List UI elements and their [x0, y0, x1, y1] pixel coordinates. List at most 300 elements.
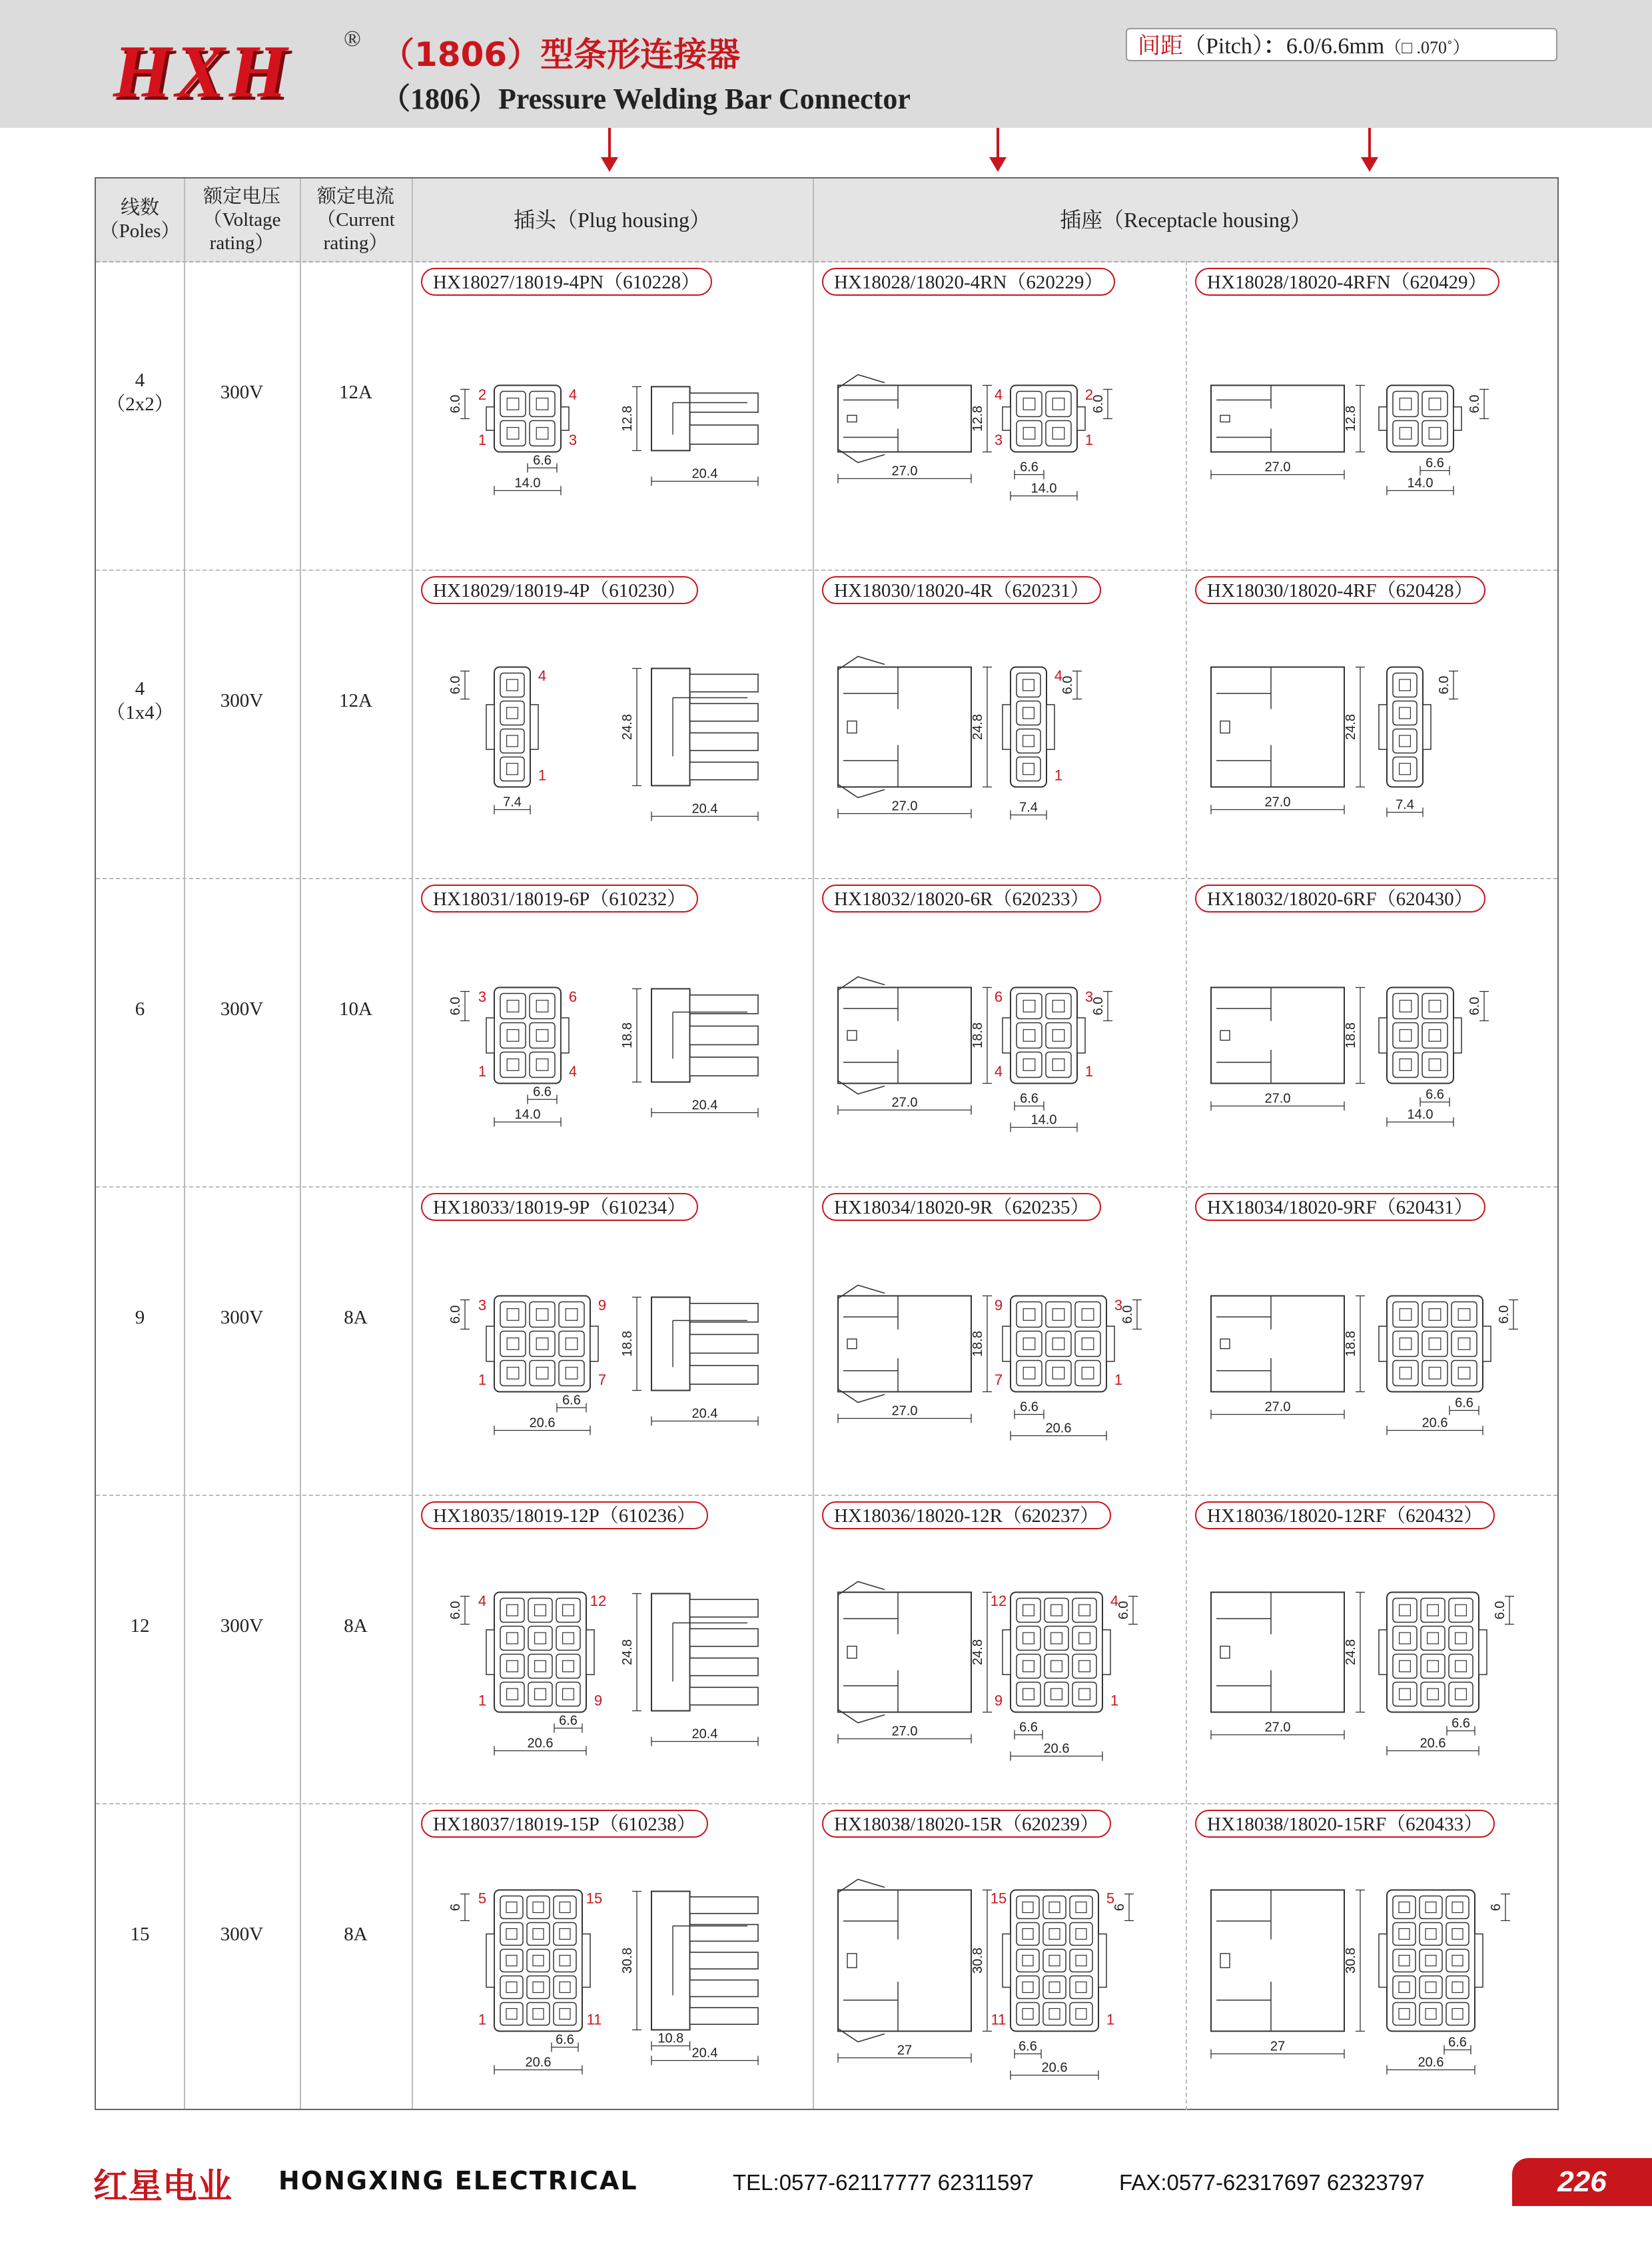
dimension-label: 27.0	[891, 799, 918, 814]
pin-cavity	[530, 994, 555, 1019]
pin-cavity	[1017, 994, 1042, 1019]
pin-number-label: 1	[478, 1063, 487, 1080]
pin-cavity	[1420, 1976, 1442, 1999]
dimension-label: 20.6	[525, 2055, 552, 2070]
dimension-label: 12.8	[1344, 406, 1358, 432]
header-plug: 插头（Plug housing）	[513, 207, 711, 232]
pin-number-label: 1	[1054, 767, 1063, 784]
part-number-label: HX18038/18020-15R（620239）	[822, 1810, 1111, 1838]
plug-prong	[690, 1897, 758, 1914]
pin-cavity	[1393, 673, 1417, 697]
pin-cavity	[554, 1896, 576, 1919]
latch-tab	[486, 1630, 494, 1675]
receptacle-drawing	[838, 657, 1082, 820]
pin-cavity	[1446, 1976, 1469, 1999]
plug-body	[651, 1298, 690, 1391]
pin-cavity	[1422, 1052, 1447, 1078]
pin-cavity	[1044, 1682, 1068, 1706]
latch-tab	[1453, 1018, 1461, 1053]
dimension-label: 20.4	[691, 1726, 718, 1742]
header-poles: 线数 （Poles）	[99, 197, 181, 242]
part-number-label: HX18035/18019-12P（610236）	[421, 1501, 708, 1529]
pin-number-label: 3	[478, 1296, 487, 1313]
connector-drawing	[412, 918, 1557, 1180]
pin-cavity	[1422, 1361, 1447, 1386]
plug-prong	[690, 762, 758, 779]
plug-prong	[690, 1952, 758, 1969]
pin-cavity	[1393, 1627, 1417, 1651]
pin-cavity	[1393, 1599, 1417, 1623]
latch-tab	[530, 705, 538, 749]
pin-cavity	[1446, 2003, 1469, 2026]
plug-drawing	[448, 988, 758, 1127]
pin-cavity	[1446, 1896, 1469, 1919]
pitch-label-cn: 间距	[1138, 33, 1183, 59]
pin-cavity	[1017, 1599, 1040, 1623]
pin-cavity	[1075, 1302, 1100, 1327]
pin-cavity	[556, 1655, 580, 1679]
latch-tab	[1003, 407, 1011, 430]
connector-drawing	[412, 1535, 1557, 1796]
page-title-cn: （1806）型条形连接器	[381, 35, 741, 74]
cell-voltage: 300V	[220, 1306, 264, 1328]
pitch-label-en: （Pitch）	[1183, 34, 1264, 59]
pin-cavity	[500, 1361, 526, 1386]
latch-tab	[1379, 407, 1387, 430]
pin-number-label: 3	[994, 432, 1003, 449]
pin-number-label: 3	[1084, 988, 1094, 1005]
pin-number-label: 2	[478, 386, 487, 403]
latch-tab	[1077, 1018, 1085, 1053]
pin-number-label: 4	[478, 1593, 487, 1610]
part-number-label: HX18031/18019-6P（610232）	[421, 885, 698, 913]
receptacle-body	[838, 667, 971, 787]
latch-tab	[1106, 1326, 1114, 1361]
dimension-label: 14.0	[1031, 481, 1057, 496]
header-current: 额定电流 （Current rating）	[316, 185, 395, 254]
pin-number-label: 4	[994, 1063, 1003, 1080]
part-number-label: HX18029/18019-4P（610230）	[421, 576, 698, 604]
pin-cavity	[527, 1896, 550, 1919]
latch-tab	[582, 1934, 590, 1988]
pin-cavity	[1072, 1627, 1096, 1651]
pin-cavity	[500, 1655, 524, 1679]
pin-cavity	[500, 1023, 526, 1048]
dimension-label: 20.6	[1041, 2060, 1068, 2075]
pin-number-label: 4	[538, 667, 547, 685]
dimension-label: 6.6	[1020, 460, 1038, 475]
dimension-label: 27.0	[1264, 1091, 1291, 1106]
pin-cavity	[500, 673, 524, 697]
dimension-label: 6.0	[1120, 1305, 1135, 1324]
plug-prong	[690, 1980, 758, 1997]
dimension-label: 27.0	[891, 1724, 918, 1739]
pin-cavity	[1046, 421, 1071, 446]
registered-mark: ®	[344, 27, 361, 51]
dimension-label: 6.0	[1493, 1601, 1507, 1620]
plug-prong	[690, 425, 758, 444]
pin-cavity	[554, 1976, 576, 1999]
dimension-label: 6.6	[1426, 1087, 1444, 1102]
pin-cavity	[559, 1302, 584, 1327]
page-number: 226	[1512, 2158, 1652, 2206]
dimension-label: 20.6	[1045, 1421, 1072, 1436]
dimension-label: 20.6	[1043, 1741, 1070, 1756]
dimension-label: 6.6	[1020, 1399, 1038, 1415]
dimension-label: 18.8	[620, 1022, 635, 1048]
dimension-label: 6.0	[1116, 1601, 1131, 1620]
pin-cavity	[1420, 1923, 1442, 1946]
plug-drawing	[448, 1890, 758, 2075]
cell-poles: 9	[135, 1306, 145, 1328]
pin-number-label: 3	[1114, 1296, 1123, 1313]
pin-cavity	[1046, 1302, 1071, 1327]
receptacle-flange-drawing	[1211, 386, 1489, 496]
pin-cavity	[1070, 1950, 1092, 1972]
dimension-label: 20.6	[529, 1415, 556, 1431]
part-number-label: HX18034/18020-9RF（620431）	[1195, 1193, 1485, 1221]
latch-tab	[1483, 1326, 1491, 1361]
dimension-label: 6	[1112, 1903, 1127, 1912]
pin-cavity	[1393, 1052, 1418, 1078]
dimension-label: 6.0	[448, 996, 463, 1016]
receptacle-flange-drawing	[1211, 1593, 1514, 1756]
pin-cavity	[530, 392, 555, 417]
cell-current: 8A	[344, 1306, 368, 1328]
pin-number-label: 3	[478, 988, 487, 1005]
dimension-label: 18.8	[620, 1331, 635, 1357]
part-number-label: HX18037/18019-15P（610238）	[421, 1810, 708, 1838]
dimension-label: 6.6	[1426, 456, 1444, 471]
latch-tab	[1003, 705, 1011, 749]
plug-prong	[690, 1629, 758, 1646]
pin-cavity	[1451, 1361, 1477, 1386]
pin-number-label: 4	[1054, 667, 1063, 685]
pin-cavity	[1451, 1302, 1477, 1327]
arrow-down-icon	[1368, 128, 1371, 159]
receptacle-body	[838, 386, 971, 452]
pin-cavity	[500, 1950, 523, 1972]
pin-cavity	[500, 2003, 523, 2026]
pin-number-label: 9	[994, 1296, 1003, 1313]
plug-drawing	[448, 1296, 758, 1435]
latch-tab	[1475, 1934, 1483, 1988]
pin-number-label: 4	[994, 386, 1003, 403]
dimension-label: 14.0	[514, 476, 541, 491]
pin-cavity	[1420, 2003, 1442, 2026]
pin-cavity	[1422, 1302, 1447, 1327]
dimension-label: 6.6	[1020, 1091, 1038, 1106]
pin-cavity	[1017, 1023, 1042, 1048]
pin-cavity	[1017, 757, 1040, 781]
pin-cavity	[500, 1599, 524, 1623]
pin-cavity	[1044, 1655, 1068, 1679]
pin-number-label: 4	[568, 386, 578, 403]
pitch-box	[1126, 28, 1557, 61]
pin-cavity	[1449, 1655, 1473, 1679]
plug-prong	[690, 733, 758, 750]
receptacle-body	[1211, 1890, 1344, 2032]
pin-cavity	[1072, 1682, 1096, 1706]
dimension-label: 18.8	[1344, 1022, 1358, 1048]
pin-cavity	[1449, 1627, 1473, 1651]
pin-number-label: 9	[994, 1692, 1003, 1709]
pin-number-label: 1	[538, 767, 547, 784]
latch-tab	[486, 1934, 494, 1988]
dimension-label: 6.0	[448, 675, 463, 695]
plug-drawing	[448, 386, 758, 496]
dimension-label: 6.0	[448, 1601, 463, 1620]
pin-cavity	[1449, 1599, 1473, 1623]
latch-tab	[486, 1018, 494, 1053]
pin-cavity	[1393, 729, 1417, 753]
pin-cavity	[1422, 421, 1447, 446]
pin-number-label: 6	[568, 988, 578, 1005]
footer-company-cn: 红星电业	[93, 2167, 232, 2207]
pin-cavity	[1451, 1331, 1477, 1357]
dimension-label: 20.4	[691, 801, 718, 817]
cell-current: 12A	[339, 381, 372, 403]
arrow-down-icon	[608, 128, 611, 159]
pin-number-label: 15	[990, 1890, 1007, 1907]
pin-cavity	[1017, 701, 1040, 725]
receptacle-drawing	[838, 1880, 1134, 2080]
pin-cavity	[1017, 392, 1042, 417]
latch-tab	[561, 407, 569, 430]
dimension-label: 14.0	[514, 1107, 541, 1122]
receptacle-drawing	[838, 977, 1112, 1132]
pin-cavity	[1446, 1923, 1469, 1946]
pin-cavity	[1017, 1331, 1042, 1357]
pin-cavity	[1421, 1599, 1445, 1623]
pin-cavity	[1072, 1655, 1096, 1679]
pin-cavity	[1017, 1923, 1039, 1946]
pin-cavity	[1017, 1627, 1040, 1651]
pin-cavity	[1420, 1896, 1442, 1919]
pin-cavity	[500, 1052, 526, 1078]
part-number-label: HX18028/18020-4RN（620229）	[822, 268, 1115, 296]
pin-cavity	[1393, 1361, 1418, 1386]
dimension-label: 7.4	[503, 795, 522, 810]
pin-cavity	[1046, 1331, 1071, 1357]
pin-cavity	[500, 757, 524, 781]
dimension-label: 14.0	[1031, 1112, 1057, 1128]
dimension-label: 6.6	[1019, 1720, 1038, 1735]
receptacle-drawing	[838, 1582, 1138, 1761]
header-voltage: 额定电压 （Voltage rating）	[203, 185, 281, 254]
plug-body	[651, 669, 690, 786]
dimension-label: 24.8	[971, 1639, 985, 1665]
latch-tab	[586, 1630, 594, 1675]
pin-cavity	[1393, 1023, 1418, 1048]
latch-tab	[561, 1018, 569, 1053]
part-number-label: HX18028/18020-4RFN（620429）	[1195, 268, 1499, 296]
pin-number-label: 5	[1106, 1890, 1115, 1907]
pin-cavity	[1044, 1599, 1068, 1623]
latch-tab	[1379, 705, 1387, 749]
pin-cavity	[1422, 392, 1447, 417]
latch-tab	[1379, 1326, 1387, 1361]
dimension-label: 27.0	[1264, 1720, 1291, 1735]
dimension-label: 27.0	[1264, 795, 1291, 810]
pin-cavity	[559, 1361, 584, 1386]
plug-prong	[690, 1335, 758, 1353]
dimension-label: 27.0	[891, 1403, 918, 1419]
pin-number-label: 1	[1084, 1063, 1094, 1080]
pin-cavity	[556, 1682, 580, 1706]
cell-voltage: 300V	[220, 1923, 264, 1945]
pin-cavity	[500, 701, 524, 725]
plug-body	[651, 387, 690, 451]
plug-prong	[690, 703, 758, 721]
pitch-colon: ：	[1263, 34, 1286, 59]
pin-number-label: 4	[568, 1063, 578, 1080]
cell-voltage: 300V	[220, 381, 264, 403]
pin-cavity	[1017, 2003, 1039, 2026]
dimension-label: 27	[897, 2043, 913, 2058]
pin-cavity	[1043, 1896, 1066, 1919]
pin-number-label: 12	[990, 1593, 1007, 1610]
pin-number-label: 15	[586, 1890, 603, 1907]
pin-cavity	[1017, 421, 1042, 446]
pin-cavity	[500, 1976, 523, 1999]
pin-cavity	[1393, 757, 1417, 781]
dimension-label: 18.8	[1344, 1331, 1358, 1357]
plug-body	[651, 1594, 690, 1711]
pin-cavity	[1393, 701, 1417, 725]
plug-prong	[690, 1304, 758, 1322]
pin-number-label: 1	[1114, 1371, 1123, 1389]
latch-tab	[1423, 705, 1431, 749]
pin-cavity	[500, 994, 526, 1019]
dimension-label: 6.0	[448, 394, 463, 414]
dimension-label: 14.0	[1407, 476, 1434, 491]
dimension-label: 20.4	[691, 1406, 718, 1421]
header-receptacle: 插座（Receptacle housing）	[1060, 207, 1312, 232]
dimension-label: 27.0	[891, 464, 918, 479]
pitch-value: 6.0/6.6mm	[1286, 34, 1385, 59]
part-number-label: HX18034/18020-9R（620235）	[822, 1193, 1101, 1221]
pin-number-label: 3	[568, 432, 578, 449]
latch-tab	[1479, 1630, 1487, 1675]
latch-tab	[1453, 407, 1461, 430]
pin-cavity	[1043, 1923, 1066, 1946]
pin-cavity	[1449, 1682, 1473, 1706]
footer-fax: FAX:0577-62317697 62323797	[1119, 2170, 1425, 2195]
plug-prong	[690, 1057, 758, 1076]
dimension-label: 27.0	[1264, 460, 1291, 475]
pin-cavity	[1420, 1950, 1442, 1972]
cell-poles: 4 （1x4）	[106, 677, 174, 723]
cell-poles: 4 （2x2）	[106, 369, 174, 415]
pin-cavity	[1393, 1950, 1416, 1972]
pin-cavity	[1393, 1923, 1416, 1946]
pin-cavity	[1046, 994, 1071, 1019]
dimension-label: 6.0	[448, 1305, 463, 1324]
receptacle-body	[838, 988, 971, 1084]
pin-cavity	[1070, 2003, 1092, 2026]
part-number-label: HX18030/18020-4R（620231）	[822, 576, 1101, 604]
cell-poles: 15	[130, 1923, 150, 1945]
pin-number-label: 5	[478, 1890, 487, 1907]
pin-cavity	[1044, 1627, 1068, 1651]
pin-cavity	[1017, 1950, 1039, 1972]
pin-cavity	[1393, 1655, 1417, 1679]
dimension-label: 10.8	[657, 2031, 684, 2046]
pin-number-label: 1	[478, 432, 487, 449]
dimension-label: 24.8	[1344, 1639, 1358, 1665]
latch-tab	[486, 1326, 494, 1361]
connector-drawing	[412, 1226, 1557, 1488]
receptacle-flange-drawing	[1211, 667, 1458, 817]
pin-cavity	[1393, 421, 1418, 446]
dimension-label: 20.4	[691, 2046, 718, 2061]
part-number-label: HX18036/18020-12R（620237）	[822, 1501, 1111, 1529]
dimension-label: 20.6	[527, 1736, 554, 1751]
plug-body	[651, 1892, 690, 2030]
pin-cavity	[530, 421, 555, 446]
dimension-label: 14.0	[1407, 1107, 1434, 1122]
pin-cavity	[1017, 1052, 1042, 1078]
dimension-label: 6.6	[1019, 2039, 1037, 2054]
dimension-label: 6.0	[1497, 1305, 1511, 1324]
pin-cavity	[527, 2003, 550, 2026]
pin-cavity	[527, 1923, 550, 1946]
pin-cavity	[1017, 1976, 1039, 1999]
pin-cavity	[500, 421, 526, 446]
pin-number-label: 1	[478, 1371, 487, 1389]
pin-number-label: 9	[598, 1296, 607, 1313]
pin-cavity	[1046, 1361, 1071, 1386]
receptacle-body	[838, 1593, 971, 1712]
plug-prong	[690, 995, 758, 1014]
pin-cavity	[1017, 1655, 1040, 1679]
pin-cavity	[1422, 1023, 1447, 1048]
dimension-label: 6.0	[1091, 394, 1106, 414]
pin-cavity	[1393, 994, 1418, 1019]
pin-cavity	[530, 1052, 555, 1078]
cell-current: 8A	[344, 1615, 368, 1637]
pin-cavity	[1070, 1976, 1092, 1999]
plug-drawing	[448, 1593, 758, 1756]
pin-cavity	[528, 1627, 552, 1651]
part-number-label: HX18030/18020-4RF（620428）	[1195, 576, 1485, 604]
pin-cavity	[500, 392, 526, 417]
pin-cavity	[1070, 1896, 1092, 1919]
pin-cavity	[1043, 1950, 1066, 1972]
pin-cavity	[1017, 1896, 1039, 1919]
dimension-label: 30.8	[971, 1948, 985, 1974]
pin-cavity	[559, 1331, 584, 1357]
connector-drawing	[412, 609, 1557, 871]
pin-cavity	[530, 1361, 555, 1386]
plug-prong	[690, 1924, 758, 1941]
dimension-label: 24.8	[1344, 714, 1358, 740]
footer-tel: TEL:0577-62117777 62311597	[733, 2170, 1034, 2195]
latch-tab	[1379, 1018, 1387, 1053]
cell-voltage: 300V	[220, 689, 264, 711]
dimension-label: 24.8	[620, 1639, 635, 1665]
dimension-label: 20.4	[691, 466, 718, 482]
plug-prong	[690, 1687, 758, 1704]
cell-poles: 6	[135, 998, 145, 1020]
cell-poles: 12	[130, 1615, 150, 1637]
latch-tab	[1098, 1934, 1106, 1988]
dimension-label: 27.0	[891, 1095, 918, 1110]
dimension-label: 6	[1489, 1903, 1503, 1912]
dimension-label: 6.0	[1060, 675, 1075, 695]
pin-number-label: 7	[598, 1371, 607, 1389]
